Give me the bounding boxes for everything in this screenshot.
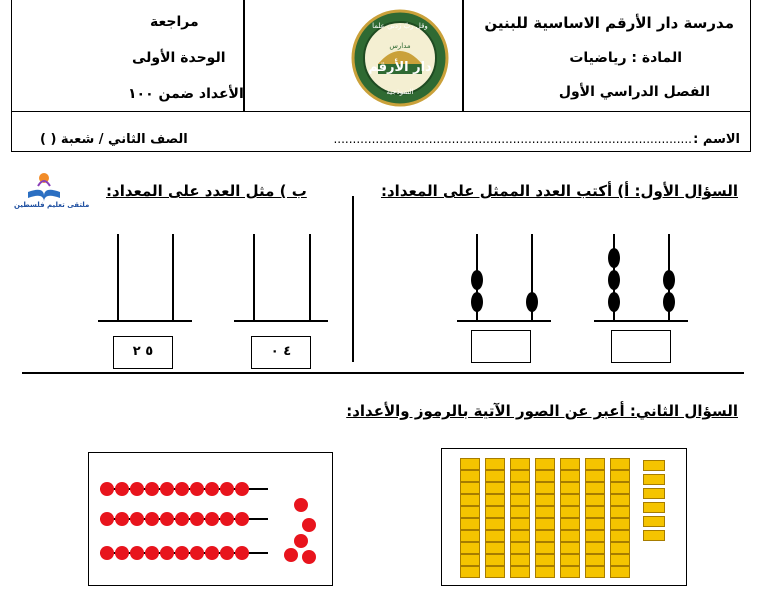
ten-rod-cube <box>585 506 605 518</box>
abacus-a1-base <box>594 320 688 322</box>
section-separator <box>22 372 744 374</box>
abacus-a2-tens-bead <box>471 270 483 290</box>
ten-rod-cube <box>510 482 530 494</box>
ten-rod-cube <box>460 542 480 554</box>
ten-rod-cube <box>610 494 630 506</box>
abacus-a1-tens-bead <box>608 270 620 290</box>
ten-rod-cube <box>510 494 530 506</box>
red-bead <box>160 482 174 496</box>
red-bead <box>160 546 174 560</box>
ten-rod-cube <box>460 554 480 566</box>
red-bead <box>145 512 159 526</box>
ten-rod-cube <box>585 542 605 554</box>
ten-rod-cube <box>560 566 580 578</box>
ten-rod-cube <box>510 518 530 530</box>
ten-rod-cube <box>485 458 505 470</box>
ten-rod-cube <box>535 458 555 470</box>
ten-rod-cube <box>610 554 630 566</box>
ten-rod-cube <box>535 542 555 554</box>
school-name: مدرسة دار الأرقم الاساسية للبنين <box>484 14 734 32</box>
ten-rod-cube <box>510 530 530 542</box>
red-bead <box>145 546 159 560</box>
ten-rod-cube <box>585 518 605 530</box>
red-bead <box>145 482 159 496</box>
red-bead <box>235 546 249 560</box>
ten-rod-cube <box>485 506 505 518</box>
question1-title-a: السؤال الأول: أ) أكتب العدد الممثل على المعداد: <box>380 182 738 200</box>
ten-rod-cube <box>535 518 555 530</box>
ten-rod-cube <box>460 494 480 506</box>
unit-cube <box>643 530 665 541</box>
subject-label: المادة : رياضيات <box>569 50 682 66</box>
ten-rod-cube <box>485 482 505 494</box>
logo-bottom-text: النموذجية <box>386 88 414 96</box>
red-bead <box>115 546 129 560</box>
abacus-a2-ones-bead <box>526 292 538 312</box>
logo-mid-text: مدارس <box>389 42 411 50</box>
abacus-a2-tens-bead <box>471 292 483 312</box>
red-bead <box>190 512 204 526</box>
red-bead <box>190 482 204 496</box>
ten-rod-cube <box>610 482 630 494</box>
ten-rod-cube <box>560 506 580 518</box>
red-bead <box>100 546 114 560</box>
ten-rod-cube <box>485 566 505 578</box>
ten-rod-cube <box>585 458 605 470</box>
ten-rod-cube <box>485 518 505 530</box>
ten-rod-cube <box>610 566 630 578</box>
abacus-b1-number: ٤ ٠ <box>251 336 311 369</box>
unit-cube <box>643 474 665 485</box>
abacus-b2-base <box>98 320 192 322</box>
loose-red-bead <box>302 518 316 532</box>
abacus-b2-tens-rod <box>117 234 119 320</box>
red-bead <box>205 512 219 526</box>
ten-rod-cube <box>510 506 530 518</box>
red-bead <box>205 546 219 560</box>
red-bead <box>205 482 219 496</box>
red-bead <box>100 512 114 526</box>
abacus-a1-ones-bead <box>663 292 675 312</box>
ten-rod-cube <box>560 530 580 542</box>
ten-rod-cube <box>460 482 480 494</box>
abacus-a1-ones-bead <box>663 270 675 290</box>
ten-rod-cube <box>560 518 580 530</box>
topic-label: الأعداد ضمن ١٠٠ <box>128 86 244 102</box>
abacus-a1-tens-bead <box>608 292 620 312</box>
ten-rod-cube <box>485 470 505 482</box>
red-bead <box>175 512 189 526</box>
ten-rod-cube <box>510 566 530 578</box>
ten-rod-cube <box>535 530 555 542</box>
loose-red-bead <box>294 534 308 548</box>
loose-red-bead <box>284 548 298 562</box>
unit-cube <box>643 516 665 527</box>
logo-main-text: دار الأرقم <box>368 60 432 75</box>
ten-rod-cube <box>560 470 580 482</box>
red-bead <box>175 546 189 560</box>
ten-rod-cube <box>460 506 480 518</box>
unit-label: الوحدة الأولى <box>132 50 226 66</box>
ten-rod-cube <box>460 518 480 530</box>
red-bead <box>100 482 114 496</box>
class-label: الصف الثاني / شعبة ( ) <box>40 132 188 147</box>
ten-rod-cube <box>535 554 555 566</box>
ten-rod-cube <box>610 470 630 482</box>
question1-divider <box>352 196 354 362</box>
abacus-a1-answer-box[interactable] <box>611 330 671 363</box>
ten-rod-cube <box>560 542 580 554</box>
abacus-a2-answer-box[interactable] <box>471 330 531 363</box>
ten-rod-cube <box>460 530 480 542</box>
abacus-b2-number: ٥ ٢ <box>113 336 173 369</box>
ten-rod-cube <box>560 458 580 470</box>
ten-rod-cube <box>535 494 555 506</box>
ten-rod-cube <box>585 482 605 494</box>
red-bead <box>160 512 174 526</box>
ten-rod-cube <box>510 542 530 554</box>
ten-rod-cube <box>460 458 480 470</box>
ten-rod-cube <box>585 566 605 578</box>
red-bead <box>130 546 144 560</box>
ten-rod-cube <box>585 494 605 506</box>
ten-rod-cube <box>610 542 630 554</box>
red-bead <box>115 482 129 496</box>
abacus-a1-tens-bead <box>608 248 620 268</box>
header-divider-right <box>462 0 464 112</box>
review-label: مراجعة <box>150 14 199 30</box>
red-bead <box>175 482 189 496</box>
logo-top-text: وقل ربّ زدني علما <box>372 22 428 30</box>
abacus-b1-tens-rod <box>253 234 255 320</box>
name-field[interactable]: .............................................................................................. <box>333 132 692 146</box>
abacus-b1-base <box>234 320 328 322</box>
red-bead <box>190 546 204 560</box>
ten-rod-cube <box>560 554 580 566</box>
unit-cube <box>643 460 665 471</box>
ten-rod-cube <box>485 554 505 566</box>
red-bead <box>220 512 234 526</box>
red-bead <box>130 482 144 496</box>
abacus-b2-ones-rod <box>172 234 174 320</box>
ten-rod-cube <box>510 470 530 482</box>
ten-rod-cube <box>535 506 555 518</box>
ten-rod-cube <box>460 566 480 578</box>
unit-cube <box>643 502 665 513</box>
ten-rod-cube <box>485 494 505 506</box>
red-bead <box>220 546 234 560</box>
ten-rod-cube <box>535 482 555 494</box>
abacus-a2-base <box>457 320 551 322</box>
semester-label: الفصل الدراسي الأول <box>558 84 710 100</box>
watermark-text: ملتقى تعليم فلسطين <box>14 201 90 209</box>
red-bead <box>115 512 129 526</box>
ten-rod-cube <box>585 470 605 482</box>
red-bead <box>235 512 249 526</box>
ten-rod-cube <box>485 542 505 554</box>
ten-rod-cube <box>485 530 505 542</box>
question2-title: السؤال الثاني: أعبر عن الصور الآتية بالرموز والأعداد: <box>346 402 738 420</box>
red-bead <box>235 482 249 496</box>
ten-rod-cube <box>610 530 630 542</box>
unit-cube <box>643 488 665 499</box>
ten-rod-cube <box>535 470 555 482</box>
ten-rod-cube <box>510 554 530 566</box>
question1-title-b: ب ) مثل العدد على المعداد: <box>106 182 307 200</box>
ten-rod-cube <box>585 530 605 542</box>
ten-rod-cube <box>535 566 555 578</box>
ten-rod-cube <box>560 482 580 494</box>
ten-rod-cube <box>610 518 630 530</box>
red-bead <box>220 482 234 496</box>
ten-rod-cube <box>510 458 530 470</box>
red-bead <box>130 512 144 526</box>
ten-rod-cube <box>460 470 480 482</box>
abacus-b1-ones-rod <box>309 234 311 320</box>
school-logo <box>348 8 452 108</box>
ten-rod-cube <box>610 506 630 518</box>
ten-rod-cube <box>560 494 580 506</box>
loose-red-bead <box>294 498 308 512</box>
name-label: الاسم : <box>693 132 740 147</box>
ten-rod-cube <box>610 458 630 470</box>
ten-rod-cube <box>585 554 605 566</box>
loose-red-bead <box>302 550 316 564</box>
